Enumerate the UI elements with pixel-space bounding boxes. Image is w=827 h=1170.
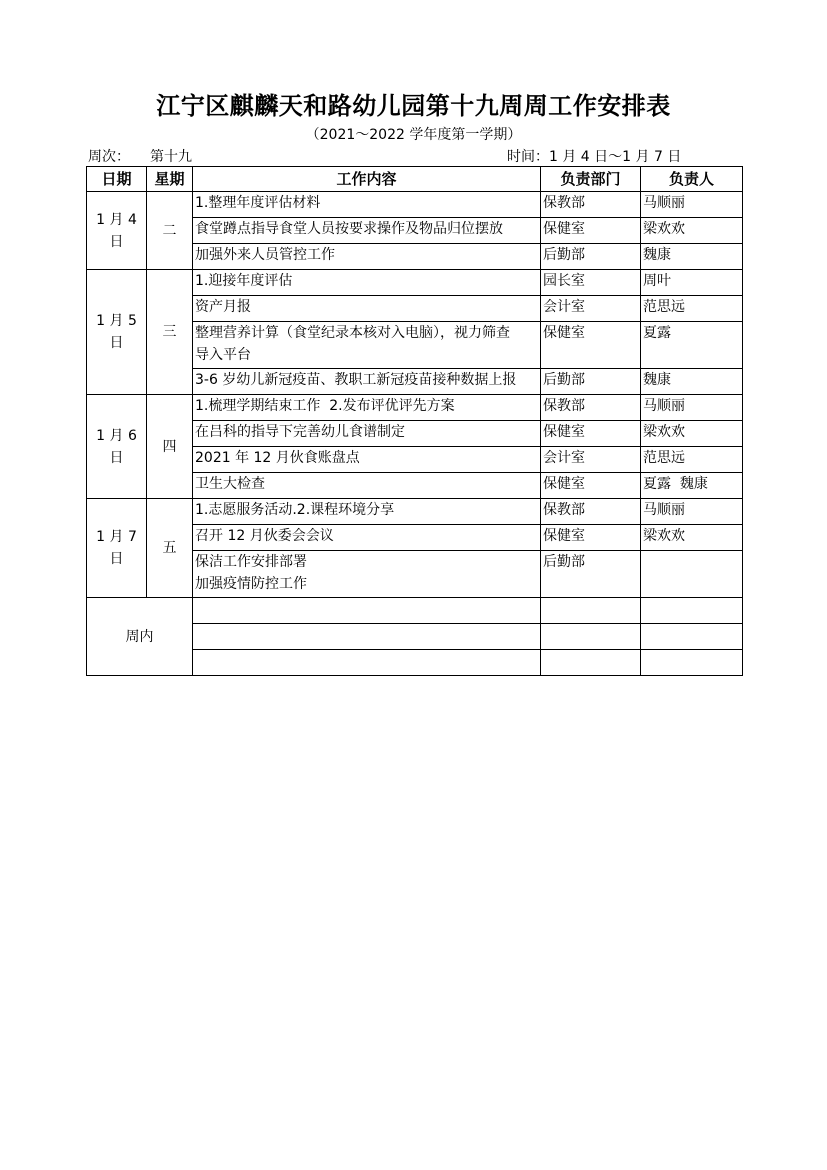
- content-cell: 1.整理年度评估材料: [193, 192, 541, 218]
- person-cell: 魏康: [641, 244, 743, 270]
- header-date: 日期: [87, 167, 147, 192]
- dept-cell: 保教部: [541, 395, 641, 421]
- person-cell: [641, 598, 743, 624]
- dept-cell: 会计室: [541, 296, 641, 322]
- content-cell: [193, 624, 541, 650]
- dept-cell: [541, 598, 641, 624]
- schedule-table: [86, 166, 743, 676]
- table-row: [87, 395, 743, 421]
- dept-cell: 保健室: [541, 421, 641, 447]
- person-cell: 周叶: [641, 270, 743, 296]
- content-cell: 在吕科的指导下完善幼儿食谱制定: [193, 421, 541, 447]
- table-row: [87, 598, 743, 624]
- content-line: 导入平台: [195, 347, 251, 363]
- dept-cell: [541, 650, 641, 676]
- dept-cell: 保健室: [541, 322, 641, 369]
- person-cell: 范思远: [641, 296, 743, 322]
- person-cell: 马顺丽: [641, 499, 743, 525]
- table-row: [87, 499, 743, 525]
- person-cell: 夏露: [641, 322, 743, 369]
- content-cell: [193, 322, 541, 369]
- content-cell: 召开 12 月伙委会会议: [193, 525, 541, 551]
- date-cell: 1 月 5 日: [87, 270, 147, 395]
- weekday-cell: 四: [147, 395, 193, 499]
- person-cell: [641, 551, 743, 598]
- content-line: 保洁工作安排部署: [195, 554, 307, 570]
- dept-cell: 后勤部: [541, 369, 641, 395]
- week-label: 周次：: [88, 149, 130, 165]
- date-cell: 1 月 4 日: [87, 192, 147, 270]
- content-cell: 1.梳理学期结束工作 2.发布评优评先方案: [193, 395, 541, 421]
- weekday-cell: 三: [147, 270, 193, 395]
- person-cell: 马顺丽: [641, 395, 743, 421]
- week-value: 第十九: [150, 149, 192, 165]
- person-cell: 魏康: [641, 369, 743, 395]
- header-content: 工作内容: [193, 167, 541, 192]
- dept-cell: 后勤部: [541, 244, 641, 270]
- dept-cell: [541, 624, 641, 650]
- content-cell: 2021 年 12 月伙食账盘点: [193, 447, 541, 473]
- content-cell: 1.迎接年度评估: [193, 270, 541, 296]
- content-cell: 1.志愿服务活动.2.课程环境分享: [193, 499, 541, 525]
- dept-cell: 后勤部: [541, 551, 641, 598]
- content-line: 整理营养计算（食堂纪录本核对入电脑），视力筛查: [195, 325, 510, 341]
- person-cell: 马顺丽: [641, 192, 743, 218]
- person-cell: 梁欢欢: [641, 525, 743, 551]
- table-row: [87, 270, 743, 296]
- date-cell: 1 月 7 日: [87, 499, 147, 598]
- content-cell: [193, 650, 541, 676]
- dept-cell: 保健室: [541, 218, 641, 244]
- dept-cell: 保健室: [541, 473, 641, 499]
- week-info: [88, 146, 192, 166]
- weekly-label-cell: 周内: [87, 598, 193, 676]
- time-info: [507, 146, 681, 166]
- table-row: [87, 192, 743, 218]
- page-subtitle: （2021～2022 学年度第一学期）: [305, 127, 522, 143]
- person-cell: 夏露 魏康: [641, 473, 743, 499]
- person-cell: 范思远: [641, 447, 743, 473]
- content-cell: 3-6 岁幼儿新冠疫苗、教职工新冠疫苗接种数据上报: [193, 369, 541, 395]
- person-cell: [641, 624, 743, 650]
- time-value: 1 月 4 日～1 月 7 日: [549, 149, 682, 165]
- dept-cell: 园长室: [541, 270, 641, 296]
- person-cell: [641, 650, 743, 676]
- header-dept: 负责部门: [541, 167, 641, 192]
- dept-cell: 会计室: [541, 447, 641, 473]
- content-cell: 食堂蹲点指导食堂人员按要求操作及物品归位摆放: [193, 218, 541, 244]
- dept-cell: 保教部: [541, 499, 641, 525]
- content-cell: [193, 598, 541, 624]
- page-title: 江宁区麒麟天和路幼儿园第十九周周工作安排表: [156, 91, 671, 120]
- time-label: 时间：: [507, 149, 549, 165]
- header-weekday: 星期: [147, 167, 193, 192]
- header-person: 负责人: [641, 167, 743, 192]
- person-cell: 梁欢欢: [641, 421, 743, 447]
- weekday-cell: 五: [147, 499, 193, 598]
- weekday-cell: 二: [147, 192, 193, 270]
- content-cell: 卫生大检查: [193, 473, 541, 499]
- content-cell: 资产月报: [193, 296, 541, 322]
- content-cell: 加强外来人员管控工作: [193, 244, 541, 270]
- dept-cell: 保教部: [541, 192, 641, 218]
- content-cell: [193, 551, 541, 598]
- date-cell: 1 月 6 日: [87, 395, 147, 499]
- person-cell: 梁欢欢: [641, 218, 743, 244]
- header-row: [87, 167, 743, 192]
- content-line: 加强疫情防控工作: [195, 576, 307, 592]
- dept-cell: 保健室: [541, 525, 641, 551]
